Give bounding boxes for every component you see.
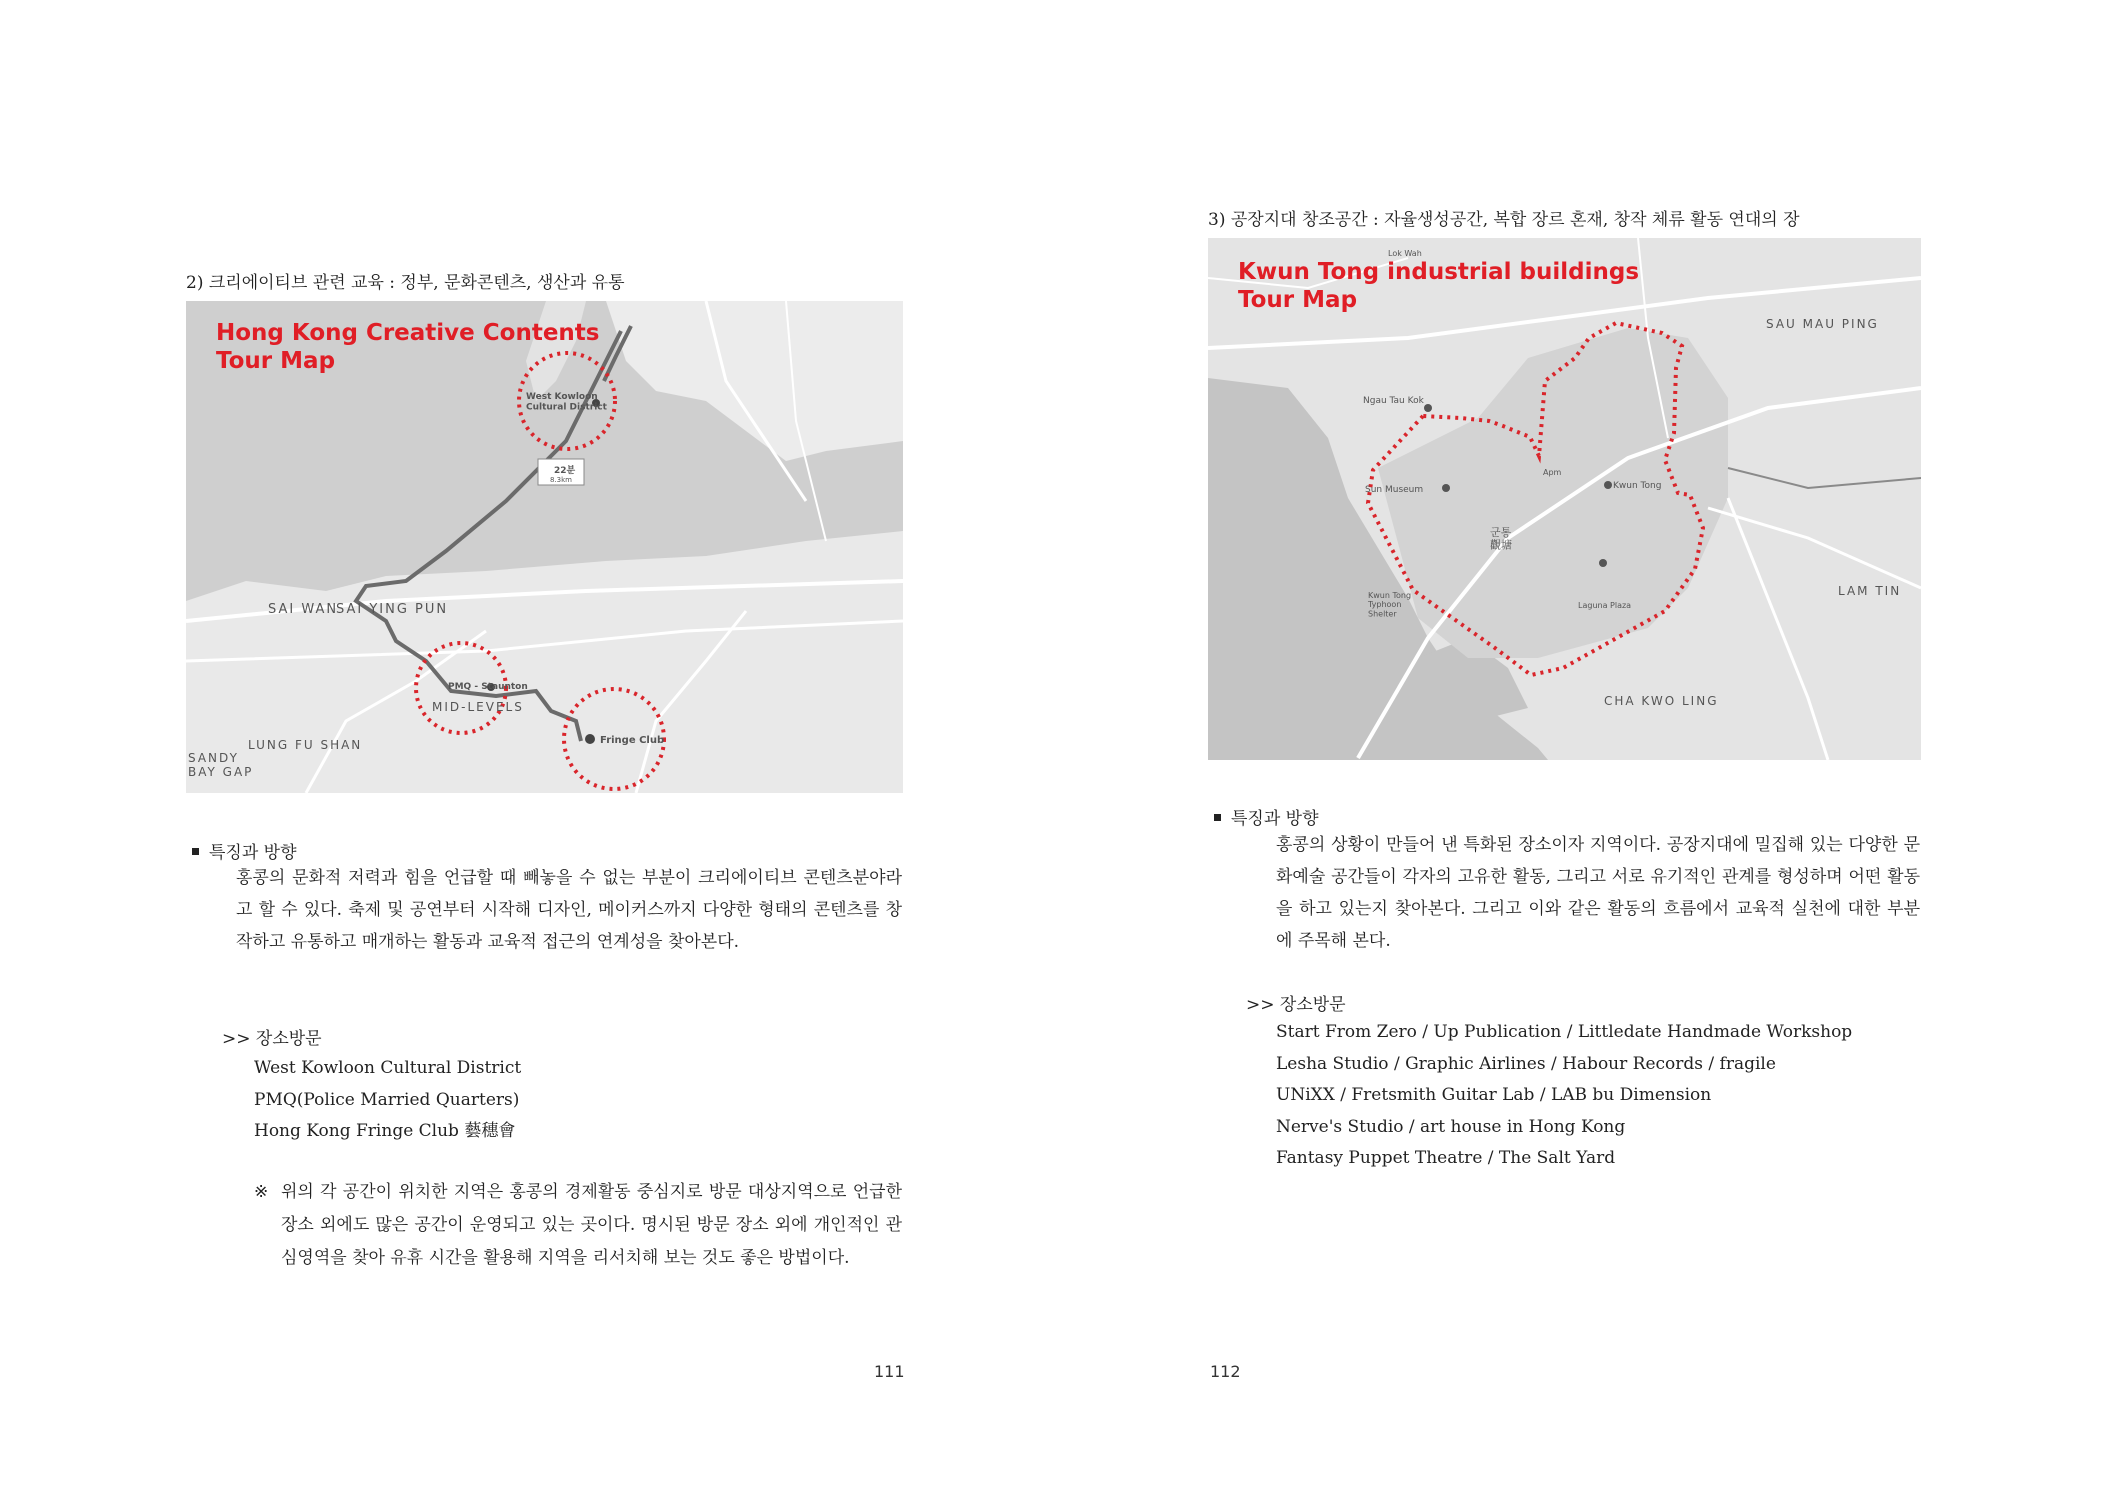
section-heading-creative-education: 2) 크리에이티브 관련 교육 : 정부, 문화콘텐츠, 생산과 유통: [186, 273, 625, 293]
label-lam-tin: LAM TIN: [1838, 584, 1902, 598]
right-page: [1052, 0, 2105, 1488]
places-list-left: [254, 1053, 521, 1148]
label-sau-mau-ping: SAU MAU PING: [1766, 317, 1879, 331]
place-item: Lesha Studio / Graphic Airlines / Habour Records / fragile: [1276, 1053, 1776, 1074]
label-laguna-plaza: Laguna Plaza: [1578, 601, 1632, 610]
map-title-kwun-tong: Kwun Tong industrial buildings Tour Map: [1238, 259, 1640, 313]
square-bullet-icon: [1214, 814, 1221, 821]
section-heading-factory-spaces: 3) 공장지대 창조공간 : 자율생성공간, 복합 장르 혼재, 창작 체류 활동 연대의 장: [1208, 210, 1800, 230]
label-sandy-bay-gap: SANDY BAY GAP: [188, 751, 254, 779]
label-lung-fu-shan: LUNG FU SHAN: [248, 738, 363, 752]
label-sai-wan: SAI WAN: [268, 602, 339, 617]
place-item: PMQ(Police Married Quarters): [254, 1089, 520, 1110]
bullet-title: 특징과 방향: [209, 843, 297, 863]
paragraph-left: 홍콩의 문화적 저력과 힘을 언급할 때 빼놓을 수 없는 부분이 크리에이티브 콘텐츠분야라고 할 수 있다. 축제 및 공연부터 시작해 디자인, 메이커스까지 다양한 형태의 콘텐츠를 창작하고 유통하고 매개하는 활동과 교육적 접근의 연계성을 찾아본다.: [236, 868, 902, 952]
note-mark: ※: [254, 1182, 269, 1202]
label-time-badge: 22분: [554, 466, 576, 476]
label-lok-wah: Lok Wah: [1388, 249, 1422, 258]
left-page: [0, 0, 1052, 1488]
label-fringe: Fringe Club: [600, 735, 665, 746]
square-bullet-icon: [192, 848, 199, 855]
label-sun-museum: Sun Museum: [1365, 485, 1424, 495]
paragraph-right: 홍콩의 상황이 만들어 낸 특화된 장소이자 지역이다. 공장지대에 밀집해 있는 다양한 문화예술 공간들이 각자의 고유한 활동, 그리고 서로 유기적인 관계를 형성하며 어떤 활동을 하고 있는지 찾아본다. 그리고 이와 같은 활동의 흐름에서 교육적 실천에 대한 부분에 주목해 본다.: [1276, 835, 1920, 951]
label-distance: 8.3km: [550, 476, 573, 484]
label-mid-levels: MID-LEVELS: [432, 700, 524, 714]
label-apm: Apm: [1543, 468, 1562, 477]
map-graphic: [1208, 238, 1921, 760]
place-item: Nerve's Studio / art house in Hong Kong: [1276, 1116, 1626, 1137]
bullet-title: 특징과 방향: [1231, 809, 1319, 829]
place-item: West Kowloon Cultural District: [254, 1058, 522, 1078]
map-title-hong-kong: Hong Kong Creative Contents Tour Map: [216, 320, 600, 374]
label-typhoon-shelter: Kwun Tong Typhoon Shelter: [1368, 591, 1412, 619]
label-pmq: PMQ - Staunton: [448, 682, 528, 692]
place-item: Start From Zero / Up Publication / Littledate Handmade Workshop: [1276, 1022, 1853, 1042]
place-item: UNiXX / Fretsmith Guitar Lab / LAB bu Dimension: [1276, 1085, 1712, 1105]
label-cha-kwo-ling: CHA KWO LING: [1604, 694, 1719, 708]
page-number-right: 112: [1210, 1362, 1241, 1381]
label-ngau-tau-kok: Ngau Tau Kok: [1363, 396, 1424, 406]
bullet-features-right: [1214, 804, 1319, 829]
label-sai-ying-pun: SAI YING PUN: [336, 602, 449, 617]
place-item: Hong Kong Fringe Club 藝穗會: [254, 1121, 516, 1141]
visit-title-left: >> 장소방문: [222, 1029, 322, 1049]
hong-kong-creative-map: [186, 301, 903, 793]
bullet-features-left: [192, 838, 297, 863]
places-list-right: [1276, 1017, 1852, 1175]
label-west-kowloon: West Kowloon Cultural District: [526, 392, 607, 413]
page-number-left: 111: [874, 1362, 905, 1381]
label-kwun-tong-district: 군통 觀塘: [1490, 526, 1512, 552]
kwun-tong-map: [1208, 238, 1921, 760]
note-paragraph: 위의 각 공간이 위치한 지역은 홍콩의 경제활동 중심지로 방문 대상지역으로 언급한 장소 외에도 많은 공간이 운영되고 있는 곳이다. 명시된 방문 장소 외에 개인적인 관심영역을 찾아 유휴 시간을 활용해 지역을 리서치해 보는 것도 좋은 방법이다.: [281, 1182, 902, 1268]
visit-title-right: >> 장소방문: [1246, 995, 1346, 1015]
place-item: Fantasy Puppet Theatre / The Salt Yard: [1276, 1148, 1616, 1168]
label-kwun-tong: Kwun Tong: [1613, 481, 1662, 491]
